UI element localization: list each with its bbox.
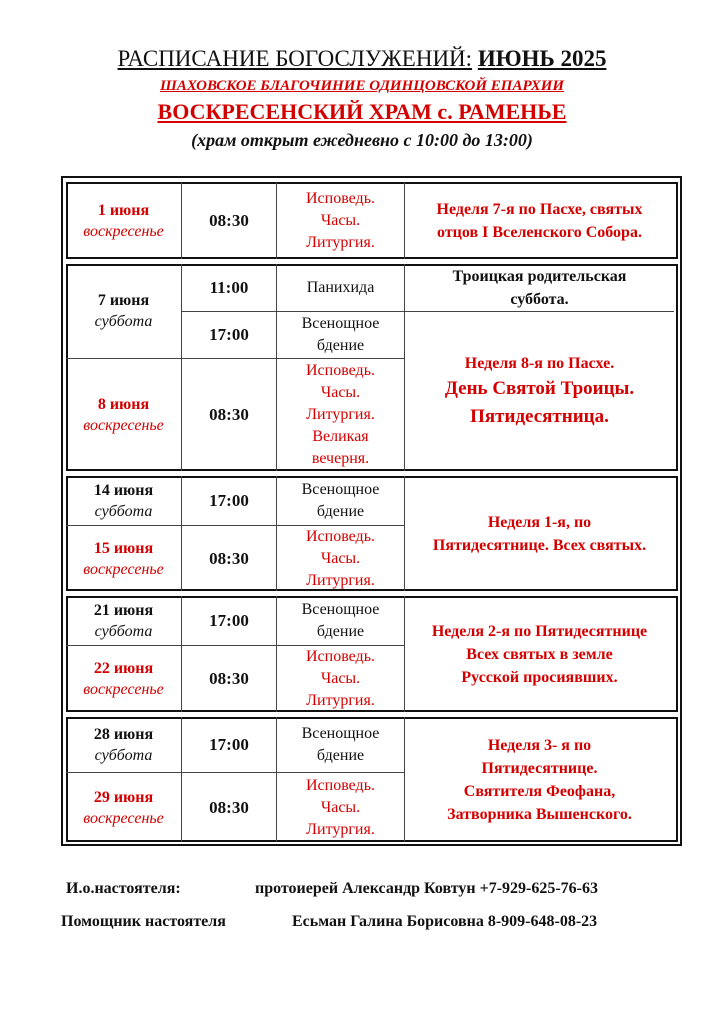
service-time: 11:00 — [209, 277, 249, 297]
service-cell — [276, 596, 404, 645]
service-line: Литургия. — [306, 233, 375, 251]
service-line: бдение — [316, 622, 365, 640]
service-cell — [276, 525, 404, 591]
feast-line: Неделя 3- я по — [487, 736, 592, 754]
feast-line: Святителя Феофана, — [463, 782, 616, 800]
feast-line: Затворника Вышенского. — [447, 805, 632, 823]
page-title — [0, 44, 724, 74]
service-cell — [276, 645, 404, 712]
feast-cell — [404, 596, 674, 712]
feast-line: Неделя 7-я по Пасхе, святых — [436, 200, 643, 218]
deanery-title: ШАХОВСКОЕ БЛАГОЧИНИЕ ОДИНЦОВСКОЙ ЕПАРХИИ — [159, 78, 565, 94]
service-line: Исповедь. — [305, 776, 375, 794]
feast-line: Всех святых в земле — [466, 645, 613, 663]
time-cell — [181, 772, 276, 842]
service-line: Великая — [312, 428, 369, 445]
weekday-label: воскресенье — [83, 681, 164, 698]
weekday-label: воскресенье — [83, 222, 164, 240]
date-cell — [66, 182, 181, 259]
service-time: 17:00 — [209, 734, 249, 754]
feast-line: Пятидесятнице. — [481, 759, 598, 777]
service-line: бдение — [316, 746, 365, 764]
feast-line: отцов I Вселенского Собора. — [437, 223, 642, 241]
service-line: бдение — [316, 502, 365, 520]
service-line: Исповедь. — [305, 189, 375, 207]
time-cell — [181, 358, 276, 471]
service-time: 08:30 — [209, 548, 249, 568]
opening-hours: (храм открыт ежедневно с 10:00 до 13:00) — [191, 130, 533, 150]
service-line: Часы. — [320, 670, 361, 687]
time-cell — [181, 717, 276, 772]
service-line: вечерня. — [311, 450, 370, 467]
time-cell — [181, 311, 276, 358]
date-label: 29 июня — [93, 788, 154, 806]
date-cell — [66, 264, 181, 358]
title-month: ИЮНЬ 2025 — [477, 46, 607, 71]
service-cell — [276, 358, 404, 471]
date-cell — [66, 476, 181, 525]
feast-cell — [404, 182, 674, 259]
date-label: 14 июня — [93, 481, 154, 499]
service-cell — [276, 264, 404, 311]
service-line: Литургия. — [306, 406, 375, 423]
date-cell — [66, 596, 181, 645]
feast-line: Пятидесятнице. Всех святых. — [432, 536, 647, 554]
service-cell — [276, 311, 404, 358]
assistant-label: Помощник настоятеля — [61, 913, 226, 930]
feast-line: суббота. — [510, 290, 569, 308]
date-cell — [66, 645, 181, 712]
service-time: 08:30 — [209, 797, 249, 817]
weekday-label: суббота — [94, 313, 153, 330]
date-cell — [66, 525, 181, 591]
service-cell — [276, 182, 404, 259]
date-label: 22 июня — [93, 660, 154, 677]
weekday-label: суббота — [94, 746, 153, 764]
feast-line: Неделя 2-я по Пятидесятнице — [431, 622, 648, 640]
feast-cell — [404, 264, 674, 311]
service-line: Всенощное — [301, 600, 380, 618]
time-cell — [181, 182, 276, 259]
service-line: Литургия. — [306, 692, 375, 709]
service-line: Панихида — [306, 278, 375, 296]
feast-cell — [404, 476, 674, 591]
service-line: Литургия. — [306, 571, 375, 589]
church-title: ВОСКРЕСЕНСКИЙ ХРАМ с. РАМЕНЬЕ — [157, 99, 567, 124]
weekday-label: суббота — [94, 622, 153, 640]
service-line: Литургия. — [306, 820, 375, 838]
weekday-label: суббота — [94, 502, 153, 520]
feast-line: Неделя 8-я по Пасхе. — [464, 355, 615, 372]
service-time: 17:00 — [209, 610, 249, 630]
assistant-value: Есьман Галина Борисовна 8-909-648-08-23 — [292, 913, 598, 930]
time-cell — [181, 645, 276, 712]
service-time: 17:00 — [209, 325, 249, 344]
time-cell — [181, 596, 276, 645]
date-label: 21 июня — [93, 601, 154, 619]
weekday-label: воскресенье — [83, 560, 164, 578]
date-label: 28 июня — [93, 725, 154, 743]
date-cell — [66, 717, 181, 772]
weekday-label: воскресенье — [83, 809, 164, 827]
feast-headline: Пятидесятница. — [470, 406, 609, 427]
service-line: Исповедь. — [305, 648, 375, 665]
feast-headline: День Святой Троицы. — [444, 378, 635, 399]
service-line: Часы. — [320, 384, 361, 401]
feast-line: Троицкая родительская — [452, 267, 627, 285]
rector-label: И.о.настоятеля: — [66, 880, 181, 897]
date-label: 15 июня — [93, 539, 154, 557]
feast-cell — [404, 717, 674, 842]
date-label: 1 июня — [97, 201, 150, 219]
time-cell — [181, 264, 276, 311]
service-line: Часы. — [320, 211, 361, 229]
date-cell — [66, 772, 181, 842]
feast-line: Русской просиявших. — [461, 668, 618, 686]
service-line: Часы. — [320, 549, 361, 567]
date-label: 7 июня — [97, 292, 150, 309]
service-line: Всенощное — [301, 480, 380, 498]
service-line: Исповедь. — [305, 527, 375, 545]
service-line: бдение — [316, 337, 365, 354]
service-cell — [276, 717, 404, 772]
service-time: 17:00 — [209, 490, 249, 510]
weekday-label: воскресенье — [83, 417, 164, 434]
service-line: Всенощное — [301, 724, 380, 742]
rector-value: протоиерей Александр Ковтун +7-929-625-76-63 — [255, 880, 598, 897]
service-time: 08:30 — [209, 210, 249, 230]
service-line: Часы. — [320, 798, 361, 816]
time-cell — [181, 476, 276, 525]
service-cell — [276, 772, 404, 842]
date-cell — [66, 358, 181, 471]
feast-cell — [404, 311, 674, 471]
date-label: 8 июня — [97, 396, 150, 413]
service-time: 08:30 — [209, 405, 249, 424]
service-line: Исповедь. — [305, 362, 375, 379]
time-cell — [181, 525, 276, 591]
service-time: 08:30 — [209, 669, 249, 688]
title-label: РАСПИСАНИЕ БОГОСЛУЖЕНИЙ: — [117, 46, 473, 71]
feast-line: Неделя 1-я, по — [487, 513, 592, 531]
service-cell — [276, 476, 404, 525]
service-line: Всенощное — [301, 315, 380, 332]
